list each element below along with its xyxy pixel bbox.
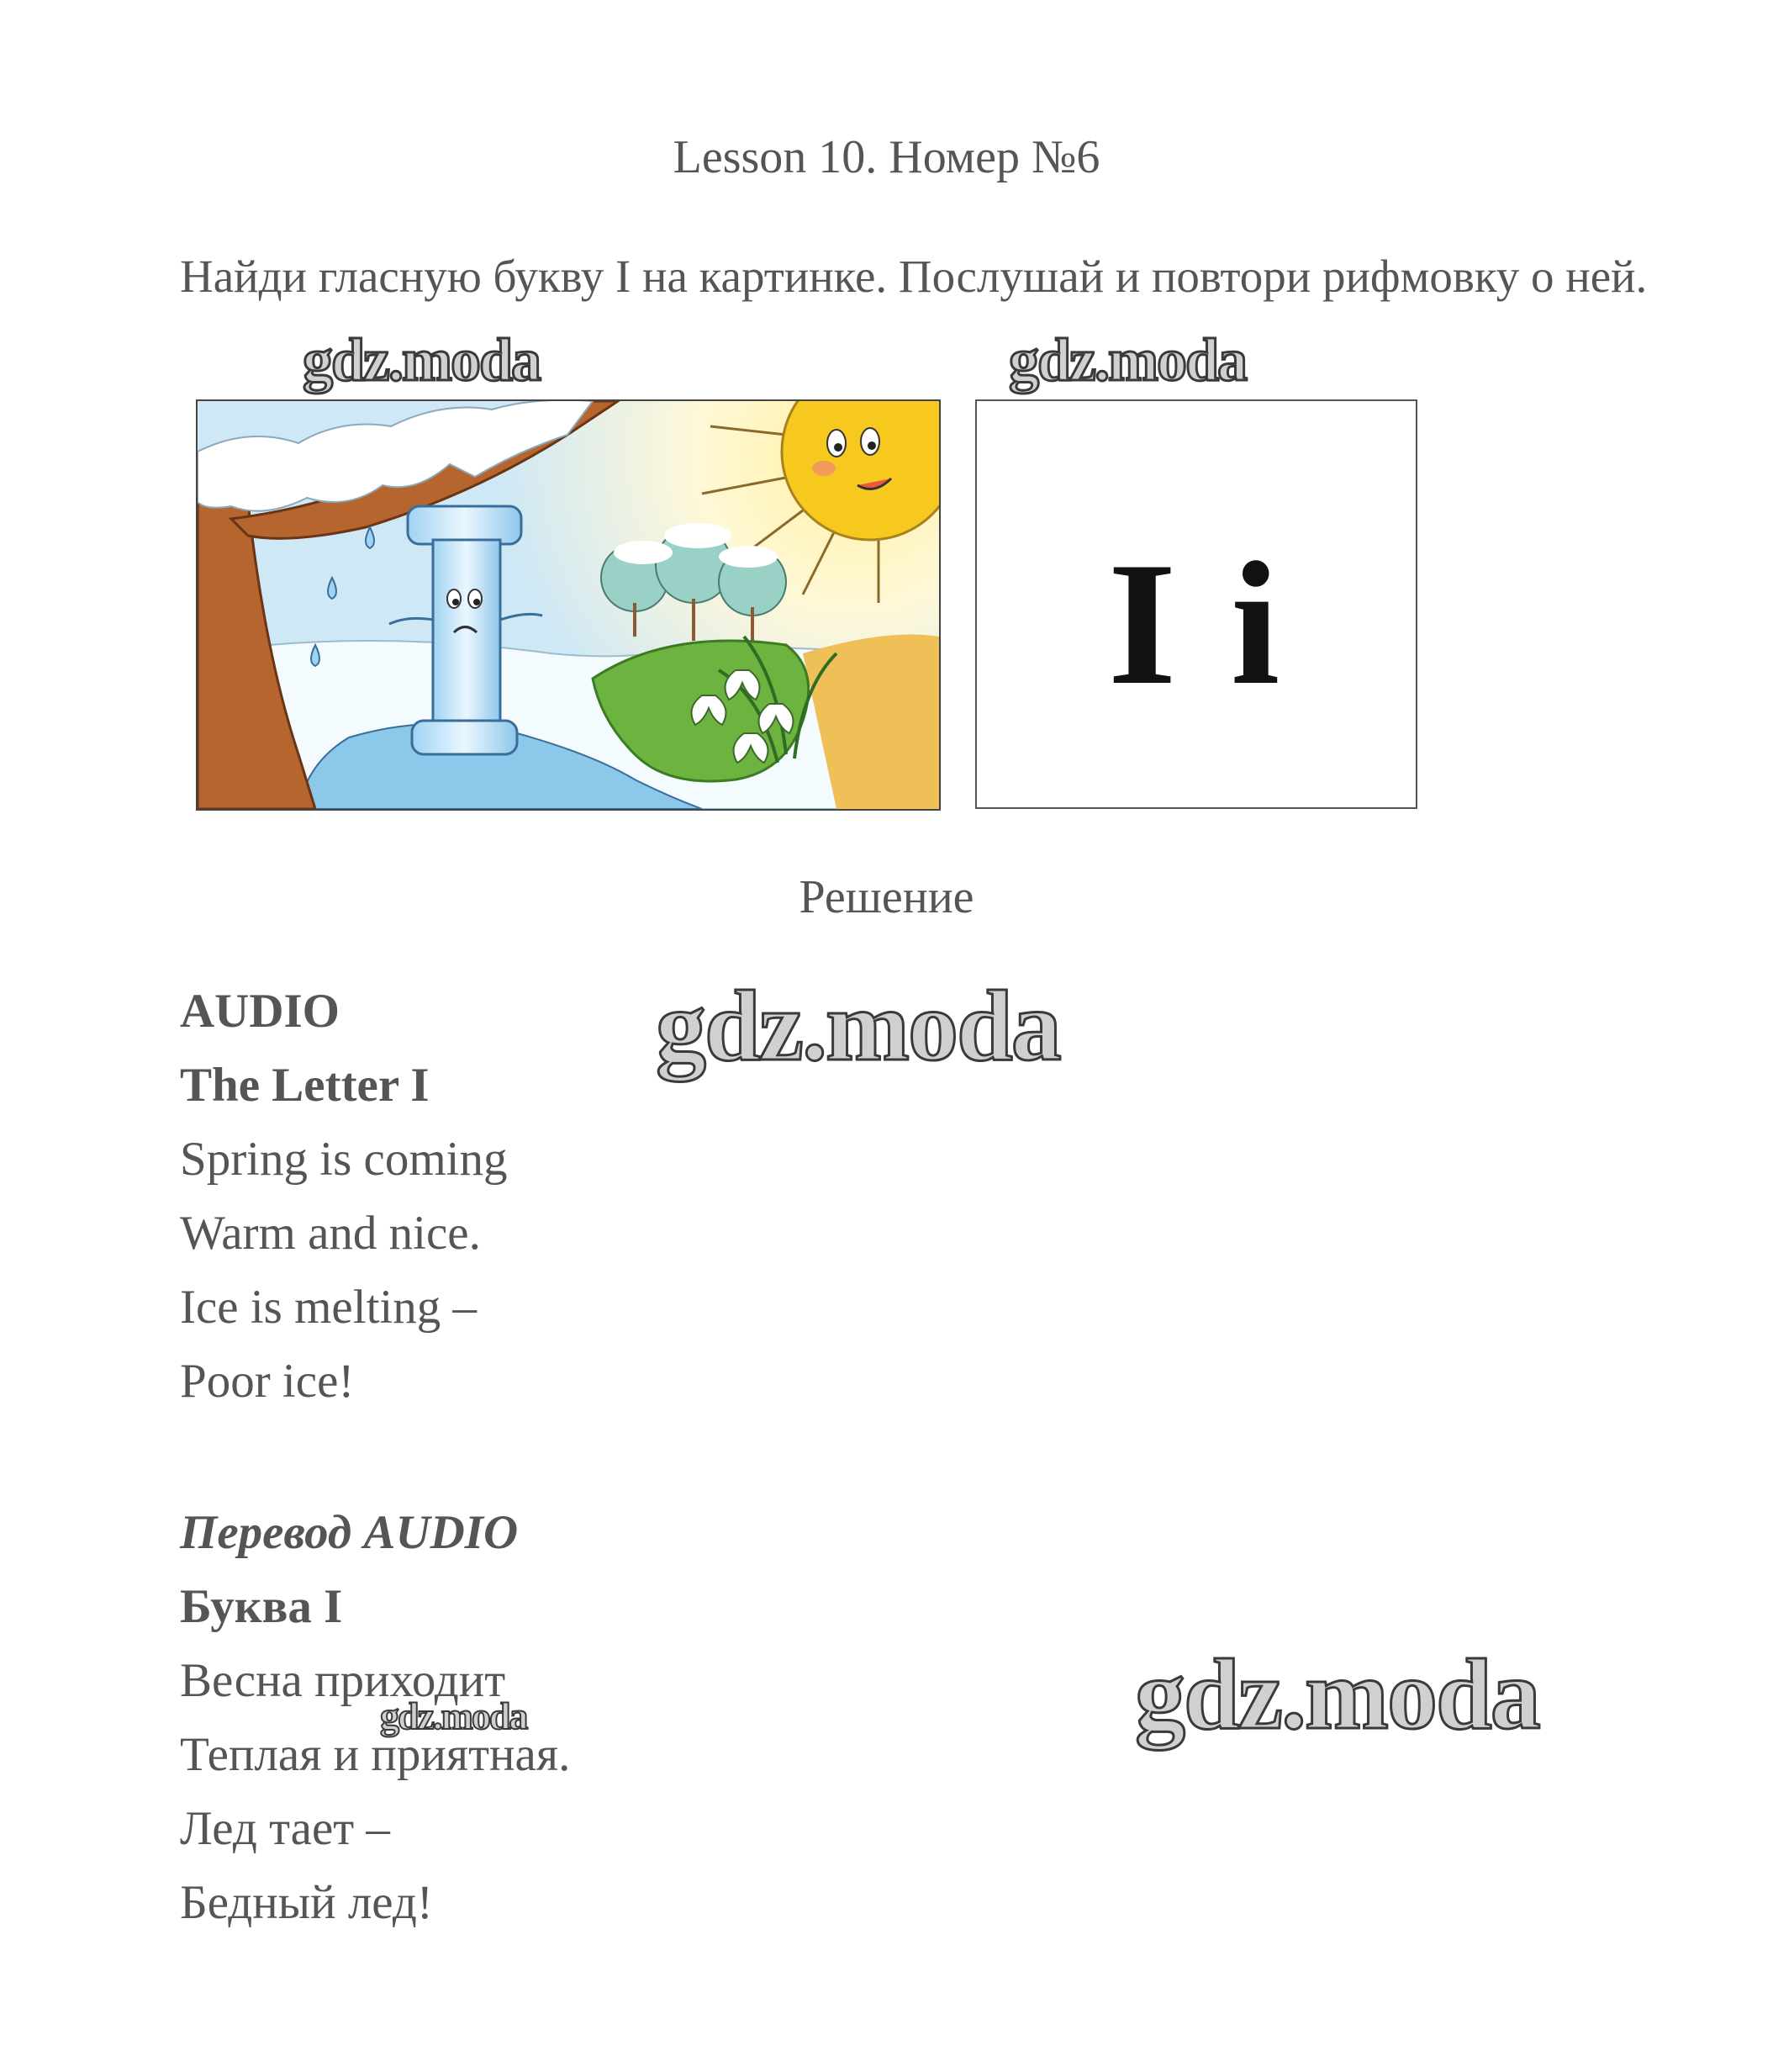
translation-line: Весна приходит [180, 1654, 506, 1707]
translation-heading: Буква I [180, 1580, 343, 1633]
audio-label: AUDIO [180, 985, 340, 1038]
spring-illustration [196, 399, 941, 811]
audio-heading: The Letter I [180, 1059, 430, 1112]
watermark: gdz.moda [1009, 326, 1247, 394]
watermark: gdz.moda [303, 326, 541, 394]
watermark: gdz.moda [380, 1694, 527, 1737]
audio-line: Spring is coming [180, 1133, 508, 1186]
watermark: gdz.moda [1135, 1638, 1539, 1750]
solution-heading: Решение [799, 871, 974, 923]
translation-label: Перевод AUDIO [180, 1506, 519, 1559]
letter-card-text: I i [1107, 526, 1285, 722]
watermark: gdz.moda [656, 970, 1060, 1081]
translation-line: Теплая и приятная. [180, 1728, 571, 1781]
audio-line: Ice is melting – [180, 1281, 477, 1334]
audio-line: Poor ice! [180, 1355, 355, 1408]
letter-card [975, 399, 1417, 809]
task-text: Найди гласную букву I на картинке. Послушай и повтори рифмовку о ней. [180, 251, 1648, 302]
translation-line: Бедный лед! [180, 1876, 433, 1929]
audio-line: Warm and nice. [180, 1207, 481, 1260]
translation-line: Лед тает – [180, 1802, 390, 1855]
page-title: Lesson 10. Номер №6 [673, 131, 1100, 183]
